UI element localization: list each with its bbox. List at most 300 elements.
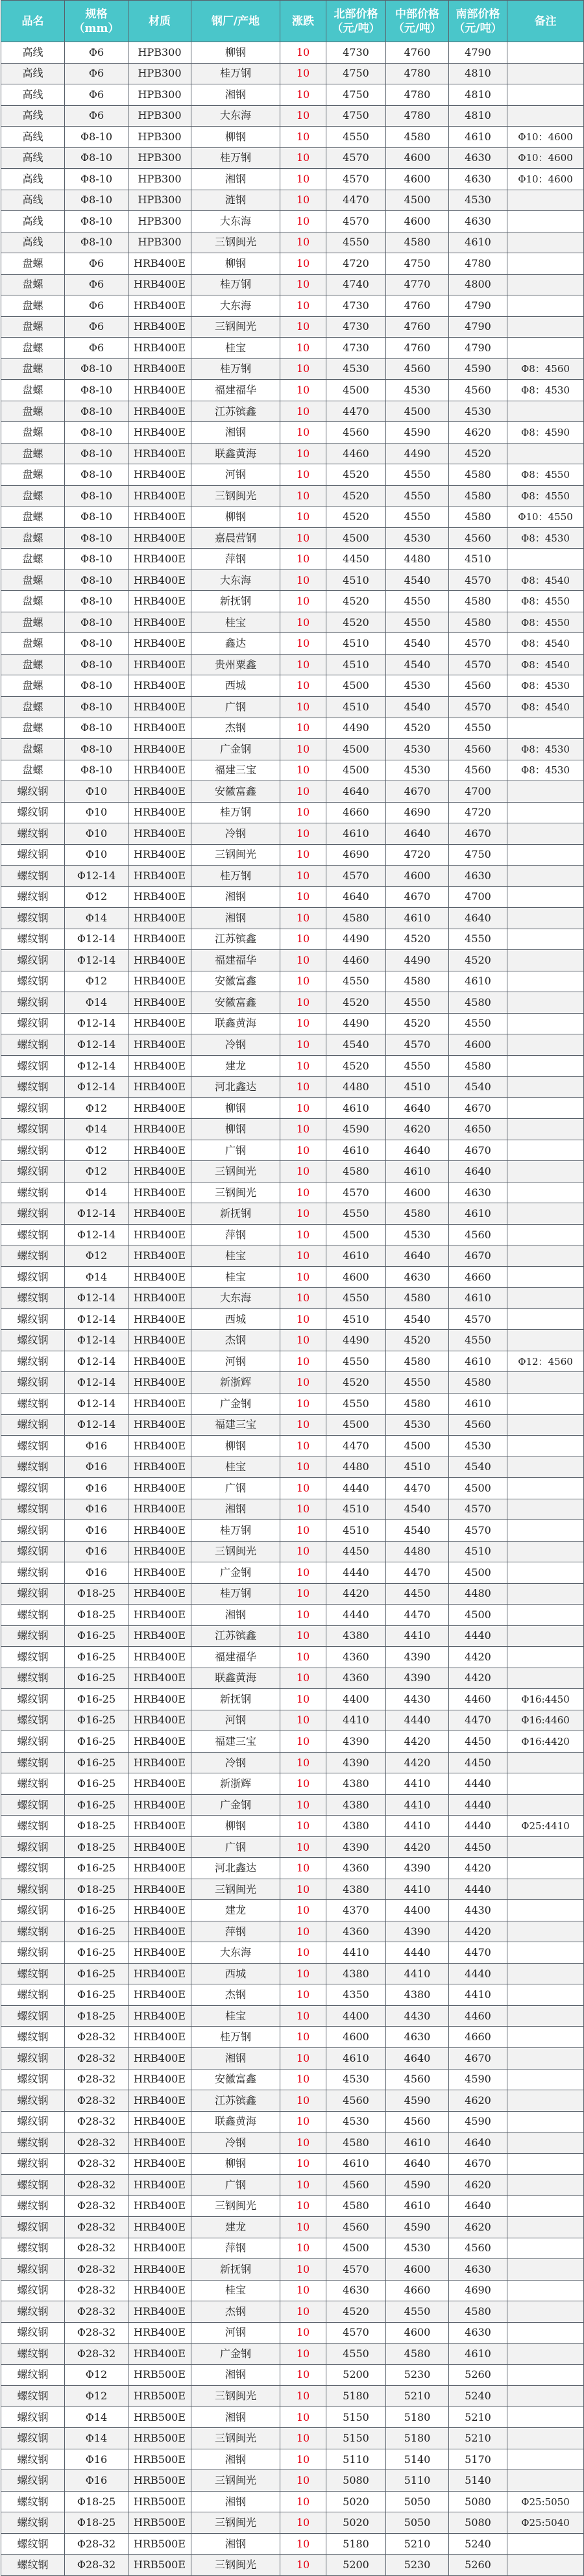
central-price-cell: 4580 [386, 1394, 449, 1415]
south-price-cell: 4580 [449, 2301, 507, 2323]
central-price-cell: 4760 [386, 338, 449, 359]
material-cell: HRB400E [128, 1308, 191, 1330]
north-price-cell: 4510 [326, 654, 386, 675]
north-price-cell: 5180 [326, 2533, 386, 2555]
mill-cell: 桂宝 [191, 2280, 280, 2301]
product-cell: 盘螺 [1, 485, 65, 506]
product-cell: 盘螺 [1, 380, 65, 401]
mill-cell: 江苏镔鑫 [191, 2090, 280, 2112]
material-cell: HPB300 [128, 190, 191, 211]
north-price-cell: 4380 [326, 1773, 386, 1795]
product-cell: 螺纹钢 [1, 1773, 65, 1795]
mill-cell: 江苏镔鑫 [191, 401, 280, 422]
note-cell [507, 2175, 584, 2196]
mill-cell: 三钢闽光 [191, 1182, 280, 1203]
north-price-cell: 4490 [326, 929, 386, 950]
north-price-cell: 4600 [326, 1266, 386, 1288]
table-row [1, 1562, 584, 1584]
change-cell: 10 [280, 2407, 326, 2428]
mill-cell: 桂万钢 [191, 2027, 280, 2048]
central-price-cell: 4580 [386, 1288, 449, 1309]
table-row [1, 1330, 584, 1351]
mill-cell: 联鑫黄海 [191, 1668, 280, 1689]
change-cell: 10 [280, 274, 326, 295]
product-cell: 螺纹钢 [1, 2090, 65, 2112]
product-cell: 螺纹钢 [1, 1858, 65, 1879]
south-price-cell: 4580 [449, 612, 507, 633]
spec-cell: Φ12 [65, 886, 128, 908]
north-price-cell: 4570 [326, 2322, 386, 2344]
change-cell: 10 [280, 1520, 326, 1542]
mill-cell: 三钢闽光 [191, 1161, 280, 1182]
material-cell: HRB400E [128, 844, 191, 866]
south-price-cell: 4500 [449, 1605, 507, 1626]
change-cell: 10 [280, 2322, 326, 2344]
central-price-cell: 4440 [386, 1710, 449, 1731]
south-price-cell: 4620 [449, 2090, 507, 2112]
spec-cell: Φ28-32 [65, 2111, 128, 2132]
central-price-cell: 4520 [386, 718, 449, 739]
change-cell: 10 [280, 739, 326, 760]
mill-cell: 广金钢 [191, 1562, 280, 1584]
spec-cell: Φ8-10 [65, 739, 128, 760]
material-cell: HRB400E [128, 380, 191, 401]
spec-cell: Φ12-14 [65, 1013, 128, 1034]
south-price-cell: 4570 [449, 1520, 507, 1542]
table-row [1, 1541, 584, 1562]
table-row [1, 1858, 584, 1879]
product-cell: 螺纹钢 [1, 2005, 65, 2027]
product-cell: 螺纹钢 [1, 1034, 65, 1056]
note-cell [507, 1879, 584, 1900]
north-price-cell: 4690 [326, 844, 386, 866]
product-cell: 螺纹钢 [1, 2047, 65, 2069]
north-price-cell: 4730 [326, 295, 386, 317]
note-cell [507, 1752, 584, 1773]
table-row [1, 696, 584, 718]
mill-cell: 冷钢 [191, 1034, 280, 1056]
spec-cell: Φ8-10 [65, 718, 128, 739]
change-cell: 10 [280, 1308, 326, 1330]
material-cell: HRB400E [128, 866, 191, 887]
spec-cell: Φ10 [65, 802, 128, 823]
south-price-cell: 4520 [449, 950, 507, 971]
material-cell: HRB400E [128, 1372, 191, 1394]
change-cell: 10 [280, 1266, 326, 1288]
change-cell: 10 [280, 1119, 326, 1140]
change-cell: 10 [280, 569, 326, 591]
central-price-cell: 5230 [386, 2364, 449, 2386]
central-price-cell: 4610 [386, 1161, 449, 1182]
north-price-cell: 4530 [326, 358, 386, 380]
central-price-cell: 4610 [386, 2195, 449, 2217]
spec-cell: Φ12-14 [65, 929, 128, 950]
material-cell: HRB400E [128, 1836, 191, 1858]
central-price-cell: 4600 [386, 147, 449, 169]
south-price-cell: 4560 [449, 760, 507, 781]
material-cell: HRB400E [128, 1478, 191, 1499]
material-cell: HRB400E [128, 1647, 191, 1668]
material-cell: HRB400E [128, 718, 191, 739]
south-price-cell: 4670 [449, 2153, 507, 2175]
mill-cell: 桂万钢 [191, 802, 280, 823]
material-cell: HRB400E [128, 1605, 191, 1626]
north-price-cell: 4470 [326, 190, 386, 211]
change-cell: 10 [280, 1752, 326, 1773]
note-cell [507, 2470, 584, 2492]
table-row [1, 358, 584, 380]
change-cell: 10 [280, 1668, 326, 1689]
product-cell: 螺纹钢 [1, 1942, 65, 1964]
product-cell: 高线 [1, 232, 65, 253]
product-cell: 螺纹钢 [1, 1013, 65, 1034]
note-cell [507, 401, 584, 422]
spec-cell: Φ8-10 [65, 527, 128, 549]
spec-cell: Φ18-25 [65, 2491, 128, 2512]
central-price-cell: 4390 [386, 1668, 449, 1689]
material-cell: HRB400E [128, 908, 191, 929]
spec-cell: Φ18-25 [65, 2512, 128, 2534]
north-price-cell: 5200 [326, 2364, 386, 2386]
note-cell [507, 1541, 584, 1562]
product-cell: 螺纹钢 [1, 2217, 65, 2238]
mill-cell: 贵州粟鑫 [191, 654, 280, 675]
table-row [1, 1710, 584, 1731]
table-row [1, 316, 584, 338]
material-cell: HRB500E [128, 2428, 191, 2449]
north-price-cell: 4380 [326, 1794, 386, 1816]
note-cell [507, 190, 584, 211]
change-cell: 10 [280, 105, 326, 127]
spec-cell: Φ28-32 [65, 2047, 128, 2069]
north-price-cell: 4520 [326, 506, 386, 528]
spec-cell: Φ6 [65, 105, 128, 127]
material-cell: HRB400E [128, 2175, 191, 2196]
change-cell: 10 [280, 844, 326, 866]
product-cell: 螺纹钢 [1, 1963, 65, 1984]
change-cell: 10 [280, 485, 326, 506]
mill-cell: 福建福华 [191, 1647, 280, 1668]
north-price-cell: 4500 [326, 675, 386, 697]
material-cell: HRB400E [128, 591, 191, 612]
note-cell: Φ8：4530 [507, 675, 584, 697]
material-cell: HRB400E [128, 1541, 191, 1562]
product-cell: 盘螺 [1, 569, 65, 591]
note-cell [507, 886, 584, 908]
north-price-cell: 4560 [326, 2175, 386, 2196]
central-price-cell: 4520 [386, 1013, 449, 1034]
north-price-cell: 4390 [326, 1752, 386, 1773]
central-price-cell: 4390 [386, 1858, 449, 1879]
central-price-cell: 4410 [386, 1625, 449, 1647]
material-cell: HRB500E [128, 2449, 191, 2470]
central-price-cell: 4760 [386, 42, 449, 64]
spec-cell: Φ16-25 [65, 1752, 128, 1773]
spec-cell: Φ18-25 [65, 1605, 128, 1626]
south-price-cell: 4780 [449, 253, 507, 275]
north-price-cell: 4560 [326, 2090, 386, 2112]
central-price-cell: 4470 [386, 1562, 449, 1584]
north-price-cell: 4580 [326, 1161, 386, 1182]
south-price-cell: 4630 [449, 2322, 507, 2344]
central-price-cell: 4480 [386, 1541, 449, 1562]
material-cell: HRB400E [128, 760, 191, 781]
mill-cell: 广钢 [191, 1836, 280, 1858]
north-price-cell: 4410 [326, 1942, 386, 1964]
central-price-cell: 4590 [386, 2175, 449, 2196]
note-cell [507, 2322, 584, 2344]
change-cell: 10 [280, 2364, 326, 2386]
change-cell: 10 [280, 1436, 326, 1457]
table-row [1, 232, 584, 253]
mill-cell: 嘉晨营钢 [191, 527, 280, 549]
spec-cell: Φ28-32 [65, 2175, 128, 2196]
spec-cell: Φ16 [65, 2449, 128, 2470]
material-cell: HRB500E [128, 2470, 191, 2492]
spec-cell: Φ28-32 [65, 2344, 128, 2365]
south-price-cell: 4570 [449, 633, 507, 655]
spec-cell: Φ16-25 [65, 1942, 128, 1964]
central-price-cell: 4520 [386, 1330, 449, 1351]
spec-cell: Φ18-25 [65, 2005, 128, 2027]
material-cell: HRB400E [128, 1900, 191, 1921]
note-cell: Φ8：4550 [507, 612, 584, 633]
central-price-cell: 4780 [386, 84, 449, 106]
south-price-cell: 4440 [449, 1963, 507, 1984]
mill-cell: 建龙 [191, 2217, 280, 2238]
spec-cell: Φ12-14 [65, 1308, 128, 1330]
mill-cell: 广钢 [191, 1478, 280, 1499]
mill-cell: 萍钢 [191, 549, 280, 570]
material-cell: HRB400E [128, 2344, 191, 2365]
south-price-cell: 5140 [449, 2470, 507, 2492]
change-cell: 10 [280, 2047, 326, 2069]
change-cell: 10 [280, 2470, 326, 2492]
material-cell: HRB400E [128, 506, 191, 528]
central-price-cell: 5180 [386, 2428, 449, 2449]
product-cell: 螺纹钢 [1, 2533, 65, 2555]
change-cell: 10 [280, 654, 326, 675]
change-cell: 10 [280, 84, 326, 106]
central-price-cell: 4640 [386, 2047, 449, 2069]
central-price-cell: 4410 [386, 1773, 449, 1795]
table-row [1, 591, 584, 612]
product-cell: 螺纹钢 [1, 1351, 65, 1372]
mill-cell: 广钢 [191, 1140, 280, 1161]
central-price-cell: 4390 [386, 1921, 449, 1942]
product-cell: 螺纹钢 [1, 1647, 65, 1668]
change-cell: 10 [280, 2005, 326, 2027]
material-cell: HRB400E [128, 1119, 191, 1140]
product-cell: 高线 [1, 211, 65, 232]
spec-cell: Φ28-32 [65, 2280, 128, 2301]
product-cell: 高线 [1, 63, 65, 84]
table-row [1, 1689, 584, 1710]
north-price-cell: 4380 [326, 1625, 386, 1647]
mill-cell: 三钢闽光 [191, 2428, 280, 2449]
central-price-cell: 4780 [386, 63, 449, 84]
table-row [1, 971, 584, 992]
change-cell: 10 [280, 1647, 326, 1668]
table-row [1, 2238, 584, 2259]
spec-cell: Φ6 [65, 274, 128, 295]
material-cell: HPB300 [128, 169, 191, 190]
mill-cell: 福建福华 [191, 380, 280, 401]
central-price-cell: 4410 [386, 1879, 449, 1900]
change-cell: 10 [280, 2090, 326, 2112]
mill-cell: 湘钢 [191, 1499, 280, 1520]
north-price-cell: 4610 [326, 2153, 386, 2175]
south-price-cell: 4510 [449, 549, 507, 570]
note-cell [507, 1921, 584, 1942]
product-cell: 螺纹钢 [1, 1119, 65, 1140]
product-cell: 螺纹钢 [1, 1984, 65, 2006]
mill-cell: 湘钢 [191, 422, 280, 444]
note-cell [507, 866, 584, 887]
mill-cell: 广钢 [191, 2175, 280, 2196]
central-price-cell: 4530 [386, 1414, 449, 1436]
table-row [1, 253, 584, 275]
north-price-cell: 4730 [326, 338, 386, 359]
central-price-cell: 4470 [386, 1605, 449, 1626]
central-price-cell: 4640 [386, 1097, 449, 1119]
central-price-cell: 5210 [386, 2386, 449, 2407]
table-row [1, 1879, 584, 1900]
spec-cell: Φ6 [65, 63, 128, 84]
note-cell [507, 1457, 584, 1478]
table-row [1, 2132, 584, 2154]
south-price-cell: 4630 [449, 169, 507, 190]
north-price-cell: 4520 [326, 591, 386, 612]
south-price-cell: 4480 [449, 1583, 507, 1605]
product-cell: 螺纹钢 [1, 2301, 65, 2323]
note-cell: Φ8：4550 [507, 485, 584, 506]
spec-cell: Φ8-10 [65, 401, 128, 422]
product-cell: 螺纹钢 [1, 2449, 65, 2470]
note-cell [507, 2005, 584, 2027]
south-price-cell: 4560 [449, 675, 507, 697]
spec-cell: Φ8-10 [65, 190, 128, 211]
spec-cell: Φ12-14 [65, 1034, 128, 1056]
mill-cell: 福建三宝 [191, 1731, 280, 1753]
south-price-cell: 4560 [449, 1224, 507, 1245]
spec-cell: Φ6 [65, 295, 128, 317]
central-price-cell: 4640 [386, 823, 449, 845]
mill-cell: 湘钢 [191, 908, 280, 929]
material-cell: HRB400E [128, 1013, 191, 1034]
product-cell: 螺纹钢 [1, 886, 65, 908]
north-price-cell: 4360 [326, 1668, 386, 1689]
material-cell: HRB400E [128, 2322, 191, 2344]
material-cell: HRB400E [128, 253, 191, 275]
south-price-cell: 4570 [449, 654, 507, 675]
north-price-cell: 4440 [326, 1478, 386, 1499]
spec-cell: Φ18-25 [65, 1836, 128, 1858]
note-cell: Φ8：4540 [507, 654, 584, 675]
material-cell: HRB400E [128, 1752, 191, 1773]
change-cell: 10 [280, 591, 326, 612]
change-cell: 10 [280, 866, 326, 887]
table-row [1, 2005, 584, 2027]
mill-cell: 新抚钢 [191, 591, 280, 612]
south-price-cell: 4620 [449, 2217, 507, 2238]
product-cell: 螺纹钢 [1, 1077, 65, 1098]
north-price-cell: 4470 [326, 401, 386, 422]
mill-cell: 安徽富鑫 [191, 971, 280, 992]
product-cell: 盘螺 [1, 675, 65, 697]
north-price-cell: 5180 [326, 2386, 386, 2407]
south-price-cell: 4580 [449, 992, 507, 1014]
north-price-cell: 4520 [326, 992, 386, 1014]
mill-cell: 新浙辉 [191, 1372, 280, 1394]
central-price-cell: 4380 [386, 1984, 449, 2006]
north-price-cell: 4540 [326, 1034, 386, 1056]
table-row [1, 422, 584, 444]
note-cell [507, 2533, 584, 2555]
product-cell: 高线 [1, 147, 65, 169]
mill-cell: 江苏镔鑫 [191, 1625, 280, 1647]
central-price-cell: 4410 [386, 1816, 449, 1837]
change-cell: 10 [280, 1963, 326, 1984]
material-cell: HRB400E [128, 2259, 191, 2281]
change-cell: 10 [280, 549, 326, 570]
spec-cell: Φ14 [65, 908, 128, 929]
material-cell: HRB400E [128, 992, 191, 1014]
change-cell: 10 [280, 2555, 326, 2576]
north-price-cell: 4520 [326, 1372, 386, 1394]
table-row [1, 2153, 584, 2175]
central-price-cell: 4590 [386, 2090, 449, 2112]
north-price-cell: 4500 [326, 2238, 386, 2259]
material-cell: HRB400E [128, 2069, 191, 2090]
spec-cell: Φ16-25 [65, 1710, 128, 1731]
central-price-cell: 4420 [386, 1731, 449, 1753]
north-price-cell: 4440 [326, 1562, 386, 1584]
change-cell: 10 [280, 1900, 326, 1921]
note-cell [507, 2386, 584, 2407]
table-row [1, 147, 584, 169]
mill-cell: 建龙 [191, 1900, 280, 1921]
change-cell: 10 [280, 295, 326, 317]
note-cell [507, 1182, 584, 1203]
spec-cell: Φ12-14 [65, 1288, 128, 1309]
change-cell: 10 [280, 2069, 326, 2090]
table-row [1, 1773, 584, 1795]
product-cell: 螺纹钢 [1, 2027, 65, 2048]
note-cell [507, 2344, 584, 2365]
spec-cell: Φ8-10 [65, 591, 128, 612]
south-price-cell: 4610 [449, 1288, 507, 1309]
product-cell: 螺纹钢 [1, 1308, 65, 1330]
product-cell: 盘螺 [1, 527, 65, 549]
spec-cell: Φ12-14 [65, 1414, 128, 1436]
spec-cell: Φ8-10 [65, 485, 128, 506]
change-cell: 10 [280, 2027, 326, 2048]
spec-cell: Φ8-10 [65, 654, 128, 675]
south-price-cell: 4550 [449, 1330, 507, 1351]
header-change: 涨跌 [280, 1, 326, 42]
spec-cell: Φ16 [65, 1562, 128, 1584]
mill-cell: 柳钢 [191, 1436, 280, 1457]
south-price-cell: 4630 [449, 1182, 507, 1203]
north-price-cell: 4480 [326, 1077, 386, 1098]
note-cell: Φ10：4600 [507, 169, 584, 190]
central-price-cell: 4540 [386, 1499, 449, 1520]
note-cell [507, 1858, 584, 1879]
change-cell: 10 [280, 527, 326, 549]
mill-cell: 新抚钢 [191, 1203, 280, 1225]
product-cell: 螺纹钢 [1, 2428, 65, 2449]
